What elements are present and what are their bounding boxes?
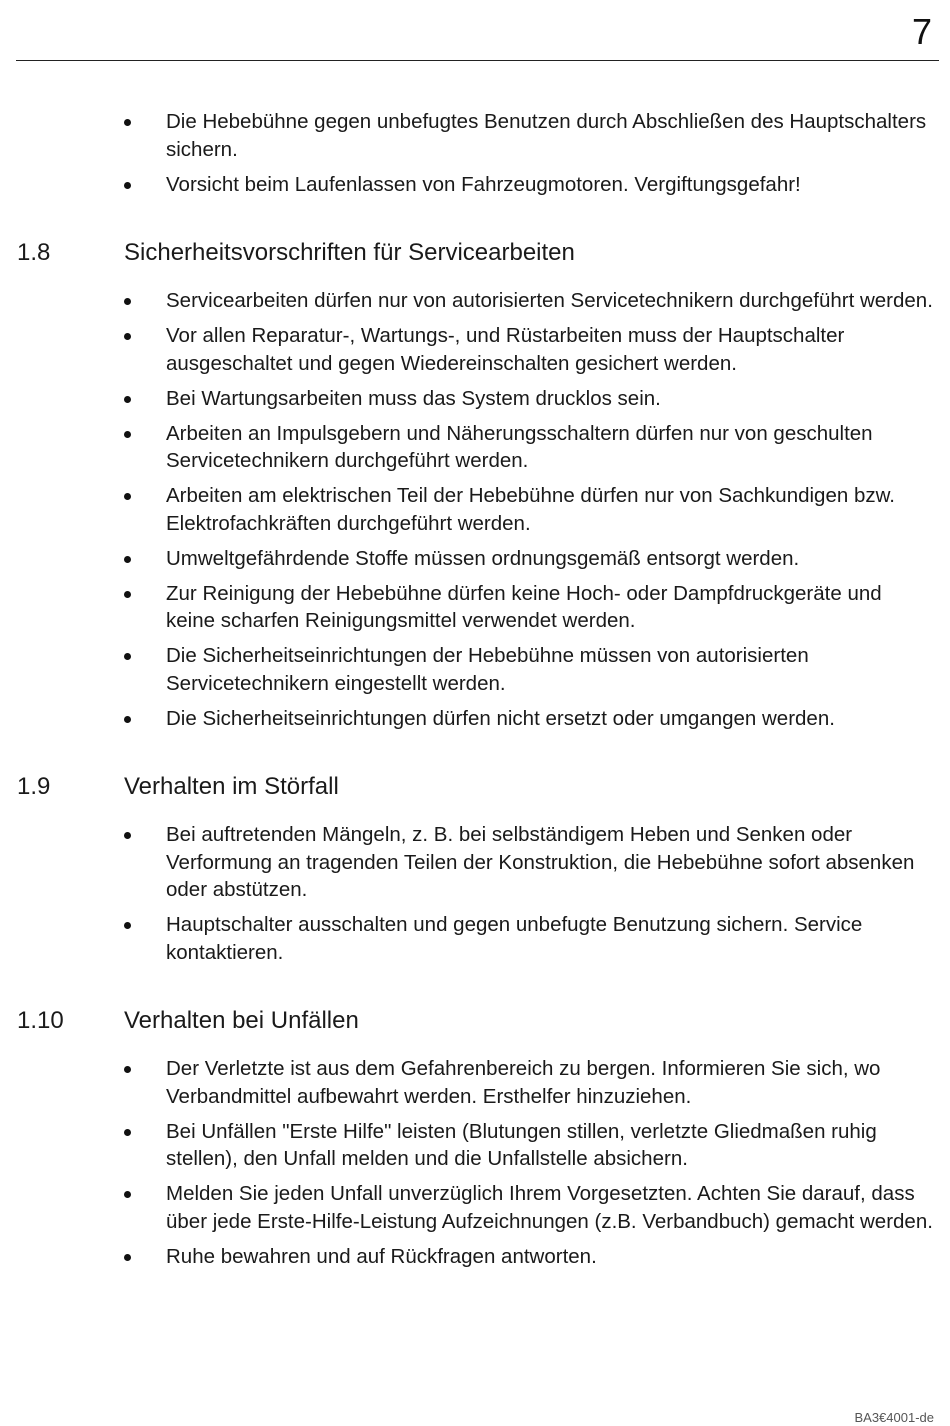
intro-bullet-list — [0, 108, 950, 198]
bullet-icon — [124, 832, 131, 839]
bullet-icon — [124, 1254, 131, 1261]
list-item-text: Arbeiten am elektrischen Teil der Hebebühne dürfen nur von Sachkundigen bzw. Elektrofachkräften durchgeführt werden. — [166, 484, 895, 535]
list-item-text: Ruhe bewahren und auf Rückfragen antworten. — [166, 1244, 597, 1268]
section-heading — [0, 770, 950, 804]
section-number: 1.8 — [17, 239, 51, 266]
list-item — [0, 1055, 950, 1110]
list-item — [0, 1180, 950, 1235]
list-item-text: Hauptschalter ausschalten und gegen unbefugte Benutzung sichern. Service kontaktieren. — [166, 913, 863, 964]
bullet-icon — [124, 396, 131, 403]
list-item — [0, 482, 950, 537]
page-number: 7 — [911, 11, 932, 52]
list-item-text: Bei Wartungsarbeiten muss das System drucklos sein. — [166, 386, 661, 410]
section-number: 1.9 — [17, 773, 51, 800]
list-item-text: Vor allen Reparatur-, Wartungs-, und Rüstarbeiten muss der Hauptschalter ausgeschaltet und gegen Wiedereinschalten gesichert werden. — [166, 324, 845, 375]
list-item-text: Zur Reinigung der Hebebühne dürfen keine Hoch- oder Dampfdruckgeräte und keine scharfen Reinigungsmittel verwendet werden. — [166, 581, 882, 632]
bullet-icon — [124, 653, 131, 660]
section-bullet-list — [0, 821, 950, 966]
bullet-icon — [124, 1129, 131, 1136]
bullet-icon — [124, 1066, 131, 1073]
list-item — [0, 821, 950, 904]
document-body — [0, 108, 950, 1278]
list-item — [0, 911, 950, 966]
list-item-text: Bei auftretenden Mängeln, z. B. bei selbständigem Heben und Senken oder Verformung an tragenden Teilen der Konstruktion, die Hebebühne sofort absenken oder abstützen. — [166, 823, 915, 901]
bullet-icon — [124, 431, 131, 438]
list-item — [0, 322, 950, 377]
list-item — [0, 580, 950, 635]
list-item — [0, 642, 950, 697]
section-1-8 — [0, 236, 950, 732]
section-heading — [0, 236, 950, 270]
list-item — [0, 108, 950, 163]
bullet-icon — [124, 182, 131, 189]
section-number: 1.10 — [17, 1007, 64, 1034]
list-item-text: Melden Sie jeden Unfall unverzüglich Ihrem Vorgesetzten. Achten Sie darauf, dass über jede Erste-Hilfe-Leistung Aufzeichnungen (z.B. Verbandbuch) gemacht werden. — [166, 1182, 933, 1233]
list-item — [0, 705, 950, 733]
section-title: Verhalten bei Unfällen — [124, 1007, 359, 1034]
bullet-icon — [124, 298, 131, 305]
list-item — [0, 420, 950, 475]
section-bullet-list — [0, 1055, 950, 1270]
bullet-icon — [124, 333, 131, 340]
bullet-icon — [124, 716, 131, 723]
bullet-icon — [124, 119, 131, 126]
list-item-text: Die Hebebühne gegen unbefugtes Benutzen durch Abschließen des Hauptschalters sichern. — [166, 110, 927, 161]
bullet-icon — [124, 1191, 131, 1198]
list-item — [0, 545, 950, 573]
list-item — [0, 385, 950, 413]
bullet-icon — [124, 556, 131, 563]
list-item — [0, 171, 950, 199]
list-item-text: Vorsicht beim Laufenlassen von Fahrzeugmotoren. Vergiftungsgefahr! — [166, 172, 801, 196]
header-rule — [16, 60, 939, 61]
list-item-text: Umweltgefährdende Stoffe müssen ordnungsgemäß entsorgt werden. — [166, 546, 800, 570]
section-title: Verhalten im Störfall — [124, 773, 339, 800]
list-item-text: Die Sicherheitseinrichtungen dürfen nicht ersetzt oder umgangen werden. — [166, 706, 835, 730]
section-title: Sicherheitsvorschriften für Servicearbeiten — [124, 239, 575, 266]
bullet-icon — [124, 922, 131, 929]
list-item-text: Die Sicherheitseinrichtungen der Hebebühne müssen von autorisierten Servicetechnikern eingestellt werden. — [166, 644, 809, 695]
bullet-icon — [124, 591, 131, 598]
section-bullet-list — [0, 287, 950, 732]
list-item — [0, 1243, 950, 1271]
list-item-text: Servicearbeiten dürfen nur von autorisierten Servicetechnikern durchgeführt werden. — [166, 289, 933, 312]
section-1-9 — [0, 770, 950, 966]
section-heading — [0, 1004, 950, 1038]
footer-document-code: BA3€4001-de — [854, 1410, 934, 1425]
list-item-text: Bei Unfällen "Erste Hilfe" leisten (Blutungen stillen, verletzte Gliedmaßen ruhig stellen), den Unfall melden und die Unfallstelle absichern. — [166, 1119, 877, 1170]
list-item — [0, 1118, 950, 1173]
list-item-text: Der Verletzte ist aus dem Gefahrenbereich zu bergen. Informieren Sie sich, wo Verbandmittel aufbewahrt werden. Ersthelfer hinzuziehen. — [166, 1057, 881, 1108]
bullet-icon — [124, 493, 131, 500]
section-1-10 — [0, 1004, 950, 1270]
list-item-text: Arbeiten an Impulsgebern und Näherungsschaltern dürfen nur von geschulten Servicetechnikern durchgeführt werden. — [166, 421, 873, 472]
list-item — [0, 287, 950, 315]
